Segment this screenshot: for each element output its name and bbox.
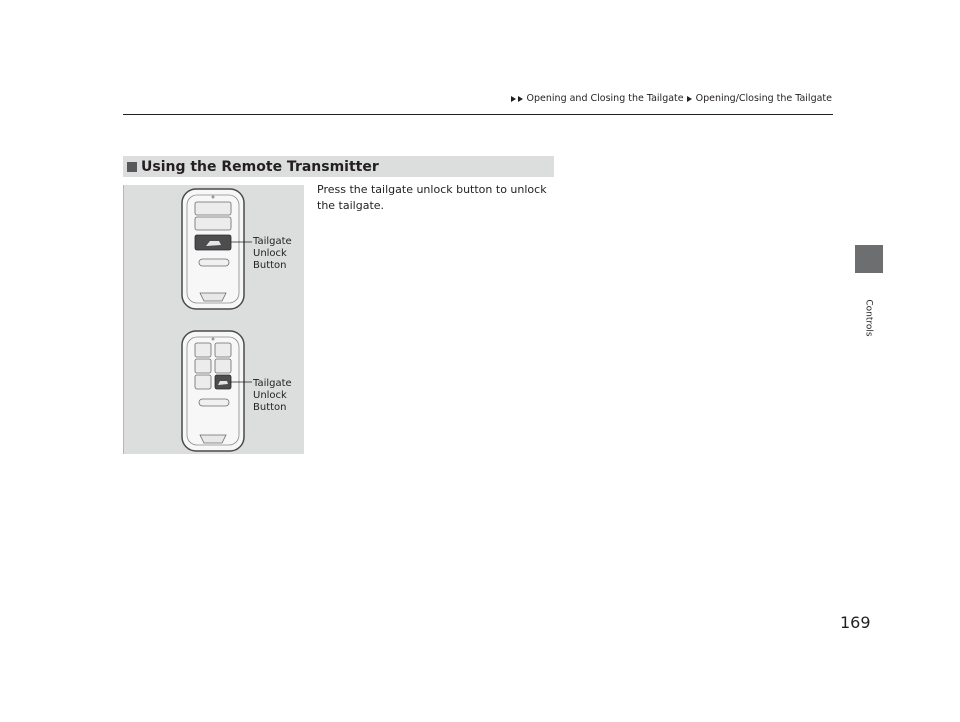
section-square-icon — [127, 162, 137, 172]
arrow-right-icon — [511, 96, 516, 102]
section-body-text: Press the tailgate unlock button to unlock the tailgate. — [317, 183, 547, 212]
chapter-tab[interactable] — [855, 245, 883, 273]
header-rule — [123, 114, 833, 115]
breadcrumb-level1[interactable]: Opening and Closing the Tailgate — [526, 93, 684, 104]
page-number: 169 — [840, 613, 871, 632]
remote-top — [182, 189, 252, 309]
section-header — [123, 156, 554, 177]
arrow-right-icon — [687, 96, 692, 102]
callout-tailgate-unlock-button-top: Tailgate Unlock Button — [253, 236, 292, 271]
breadcrumb-level2[interactable]: Opening/Closing the Tailgate — [695, 93, 832, 104]
callout-tailgate-unlock-button-bottom: Tailgate Unlock Button — [253, 378, 292, 413]
section-title: Using the Remote Transmitter — [141, 158, 379, 175]
remote-bottom — [182, 331, 252, 451]
chapter-label: Controls — [864, 299, 875, 337]
remote-illustration — [123, 185, 304, 454]
arrow-right-icon — [518, 96, 523, 102]
breadcrumb — [510, 93, 832, 104]
